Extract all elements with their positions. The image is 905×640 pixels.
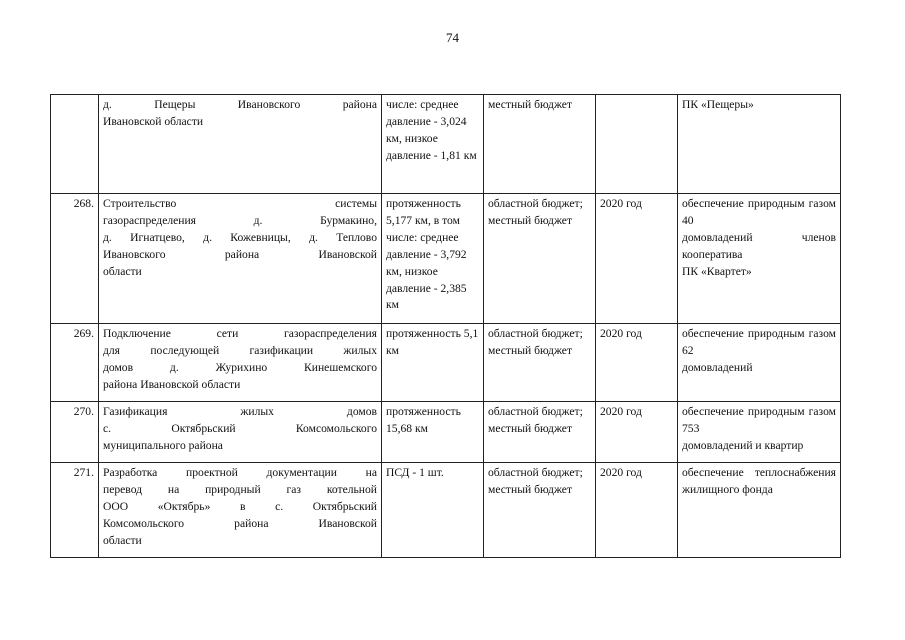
project-year: 2020 год xyxy=(596,194,678,324)
projects-table xyxy=(50,94,841,558)
table-row xyxy=(51,324,841,402)
table-row xyxy=(51,402,841,463)
project-result: обеспечение природным газом 62 домовладений xyxy=(678,324,841,402)
project-year: 2020 год xyxy=(596,402,678,463)
project-length: ПСД - 1 шт. xyxy=(382,463,484,558)
table-row xyxy=(51,463,841,558)
project-year: 2020 год xyxy=(596,324,678,402)
project-result: обеспечение теплоснабжения жилищного фонда xyxy=(678,463,841,558)
page-number: 74 xyxy=(446,30,459,45)
project-name: Разработка проектной документации на перевод на природный газ котельной ООО «Октябрь» в с. Октябрьский Комсомольского района Ивановской области xyxy=(99,463,382,558)
project-name: Подключение сети газораспределения для последующей газификации жилых домов д. Журихино Кинешемского района Ивановской области xyxy=(99,324,382,402)
row-number: 270. xyxy=(51,402,99,463)
project-length: числе: среднее давление - 3,024 км, низкое давление - 1,81 км xyxy=(382,95,484,194)
funding-source: областной бюджет; местный бюджет xyxy=(484,402,596,463)
table-row xyxy=(51,194,841,324)
funding-source: областной бюджет; местный бюджет xyxy=(484,463,596,558)
project-length: протяженность 5,177 км, в том числе: среднее давление - 3,792 км, низкое давление - 2,385 км xyxy=(382,194,484,324)
row-number xyxy=(51,95,99,194)
project-result: обеспечение природным газом 40 домовладений членов кооператива ПК «Квартет» xyxy=(678,194,841,324)
project-result: обеспечение природным газом 753 домовладений и квартир xyxy=(678,402,841,463)
project-length: протяженность 15,68 км xyxy=(382,402,484,463)
project-year: 2020 год xyxy=(596,463,678,558)
row-number: 271. xyxy=(51,463,99,558)
row-number: 268. xyxy=(51,194,99,324)
funding-source: областной бюджет; местный бюджет xyxy=(484,324,596,402)
project-name: Строительство системы газораспределения д. Бурмакино, д. Игнатцево, д. Кожевницы, д. Теплово Ивановского района Ивановской области xyxy=(99,194,382,324)
funding-source: областной бюджет; местный бюджет xyxy=(484,194,596,324)
row-number: 269. xyxy=(51,324,99,402)
funding-source: местный бюджет xyxy=(484,95,596,194)
project-year xyxy=(596,95,678,194)
project-name: д. Пещеры Ивановского района Ивановской области xyxy=(99,95,382,194)
project-length: протяженность 5,1 км xyxy=(382,324,484,402)
table-row xyxy=(51,95,841,194)
project-name: Газификация жилых домов с. Октябрьский Комсомольского муниципального района xyxy=(99,402,382,463)
project-result: ПК «Пещеры» xyxy=(678,95,841,194)
